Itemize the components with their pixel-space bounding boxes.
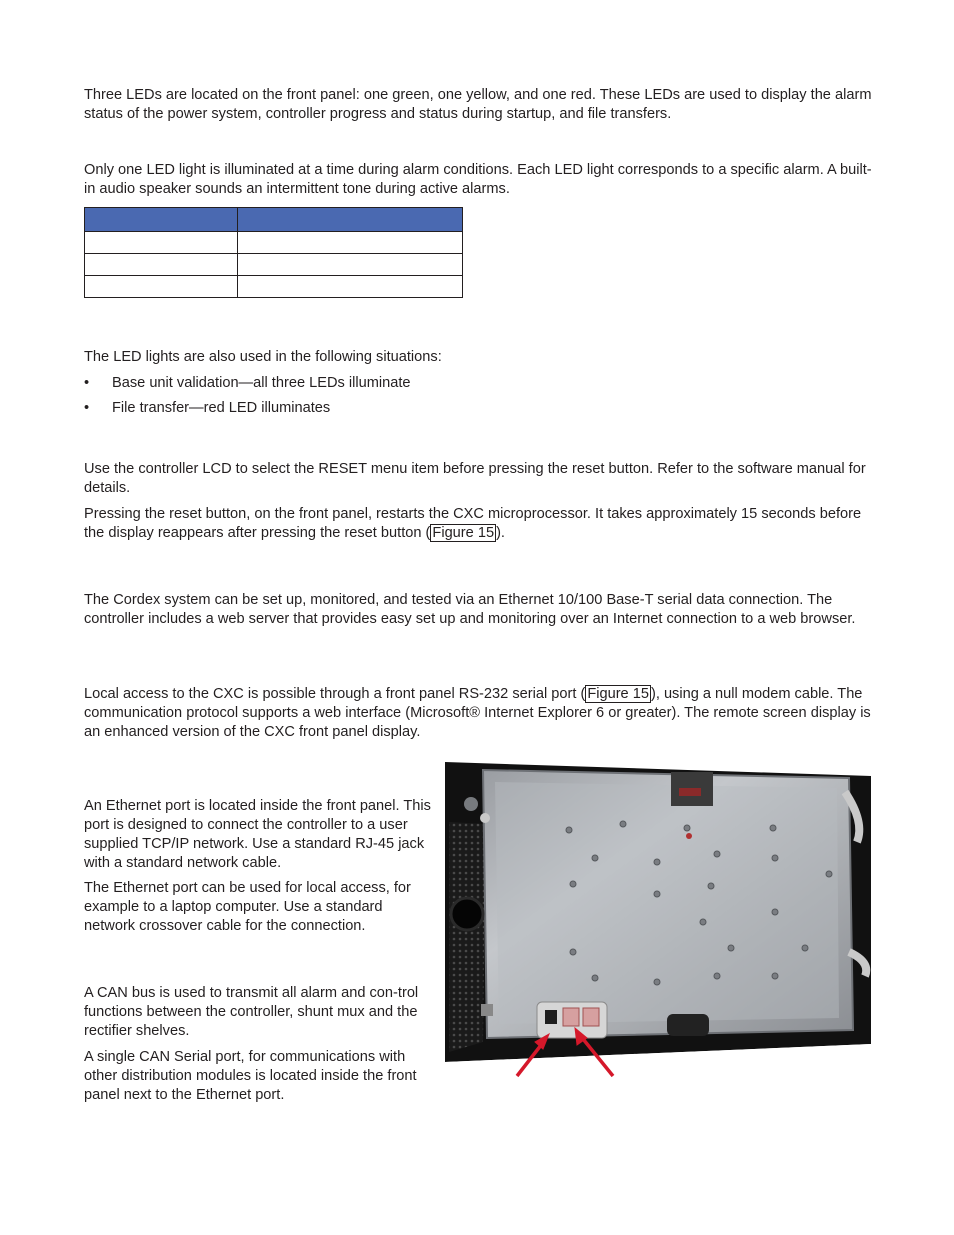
table-cell [238,276,463,298]
paragraph-ethernet-intro: The Cordex system can be set up, monitored, and tested via an Ethernet 10/100 Base-T serial data connection. The controller includes a web server that provides easy set up and monitoring over an Internet connection to a web browser. [84,592,856,627]
reset-text-a: Pressing the reset button, on the front panel, restarts the CXC microprocessor. It takes approximately 15 seconds before the display reappears after pressing the reset button ( [84,506,862,541]
paragraph-leds-intro: Three LEDs are located on the front panel: one green, one yellow, and one red. These LEDs are used to display the alarm status of the power system, controller progress and status during startup, and file transfers. [84,87,872,122]
paragraph-situations-intro: The LED lights are also used in the following situations: [84,349,442,365]
led-alarm-table [84,207,463,298]
paragraph-alarm-intro: Only one LED light is illuminated at a time during alarm conditions. Each LED light corresponds to a specific alarm. A built-in audio speaker sounds an intermittent tone during active alarms. [84,162,872,197]
bullet-marker: • [84,400,90,416]
table-header-cell [85,208,238,232]
table-row [85,276,463,298]
table-row [85,254,463,276]
reset-text-b: ). [496,525,505,541]
figure-15-link[interactable]: Figure 15 [432,525,495,541]
paragraph-reset-2 [84,505,874,543]
bullet-marker: • [84,375,90,391]
table-cell [85,232,238,254]
front-panel-interior-photo [445,762,871,1082]
local-text-b: ), using a null modem cable. The communication protocol supports a web interface (Microsoft® Internet Explorer 6 or greater). The remote screen display is an enhanced version of the CXC front panel display. [84,686,871,740]
table-cell [238,232,463,254]
local-text-a: Local access to the CXC is possible through a front panel RS-232 serial port ( [84,686,586,702]
paragraph-local-access [84,685,874,742]
figure-15-link[interactable]: Figure 15 [587,686,649,702]
bullet-text: Base unit validation—all three LEDs illuminate [112,375,411,391]
paragraph-can-bus-2: A single CAN Serial port, for communications with other distribution modules is located inside the front panel next to the Ethernet port. [84,1049,417,1103]
table-header-cell [238,208,463,232]
bullet-text: File transfer—red LED illuminates [112,400,331,416]
paragraph-reset-1: Use the controller LCD to select the RESET menu item before pressing the reset button. Refer to the software manual for details. [84,461,866,496]
table-row [85,232,463,254]
table-cell [85,276,238,298]
table-cell [238,254,463,276]
paragraph-ethernet-port-1: An Ethernet port is located inside the front panel. This port is designed to connect the controller to a user supplied TCP/IP network. Use a standard RJ-45 jack with a standard network cable. [84,798,431,871]
paragraph-ethernet-port-2: The Ethernet port can be used for local access, for example to a laptop computer. Use a standard network crossover cable for the connection. [84,880,411,934]
table-header-row [85,208,463,232]
table-cell [85,254,238,276]
paragraph-can-bus-1: A CAN bus is used to transmit all alarm and con-trol functions between the controller, shunt mux and the rectifier shelves. [84,985,419,1039]
